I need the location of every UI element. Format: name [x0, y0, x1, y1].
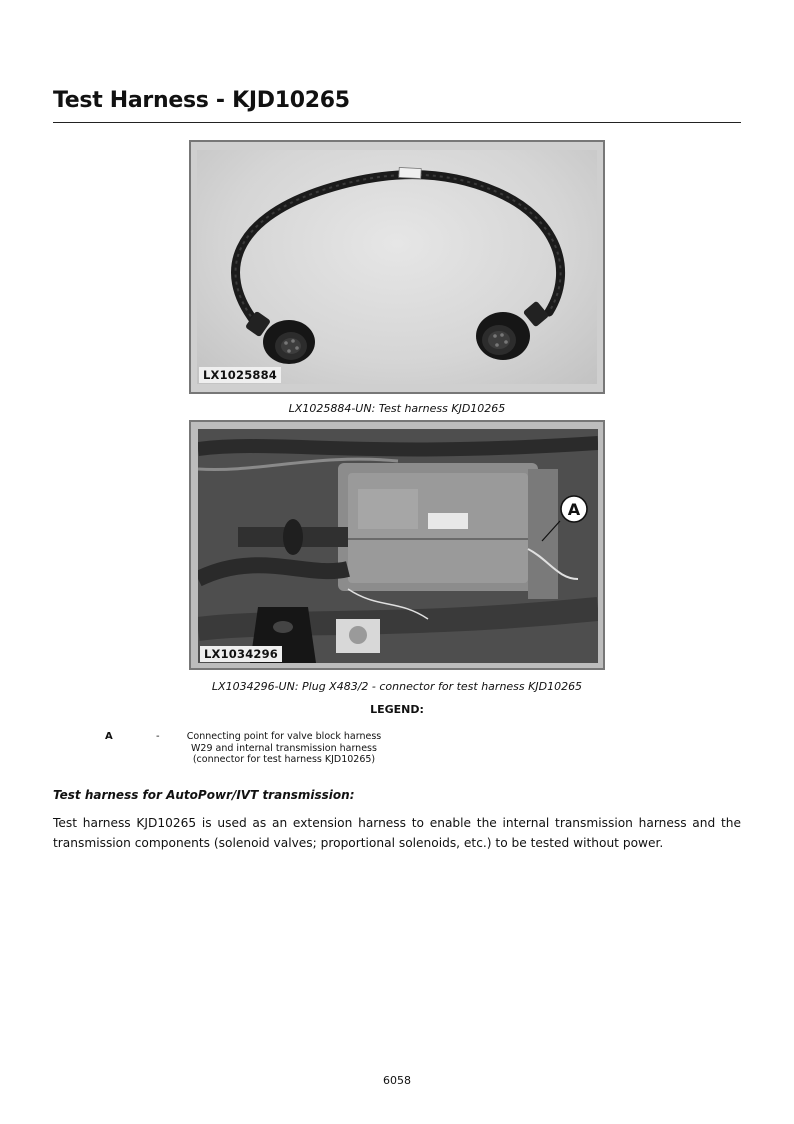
- figure-test-harness: [189, 140, 605, 394]
- harness-photo: [197, 150, 597, 384]
- harness-illustration: [197, 150, 597, 384]
- title-rule: [53, 122, 741, 123]
- legend-description: Connecting point for valve block harness W29 and internal transmission harness (connector for test harness KJD10265): [186, 731, 382, 765]
- figure-caption: LX1034296-UN: Plug X483/2 - connector for test harness KJD10265: [211, 680, 583, 693]
- body-paragraph: Test harness KJD10265 is used as an extension harness to enable the internal transmission harness and the transmission components (solenoid valves; proportional solenoids, etc.) to be tested without power.: [53, 816, 741, 850]
- legend-dash: -: [156, 731, 160, 742]
- figure-reference-label: LX1025884: [199, 367, 281, 383]
- transmission-photo: [198, 429, 598, 663]
- section-heading: Test harness for AutoPowr/IVT transmission:: [53, 788, 355, 802]
- page-number: 6058: [383, 1074, 411, 1087]
- page-title: Test Harness - KJD10265: [53, 88, 350, 113]
- legend-key: A: [105, 731, 113, 742]
- figure-transmission-plug: [189, 420, 605, 670]
- callout-a-label: A: [567, 500, 581, 519]
- legend-heading: LEGEND:: [370, 703, 424, 716]
- transmission-illustration: [198, 429, 598, 663]
- figure-caption: LX1025884-UN: Test harness KJD10265: [288, 402, 506, 415]
- figure-reference-label: LX1034296: [200, 646, 282, 662]
